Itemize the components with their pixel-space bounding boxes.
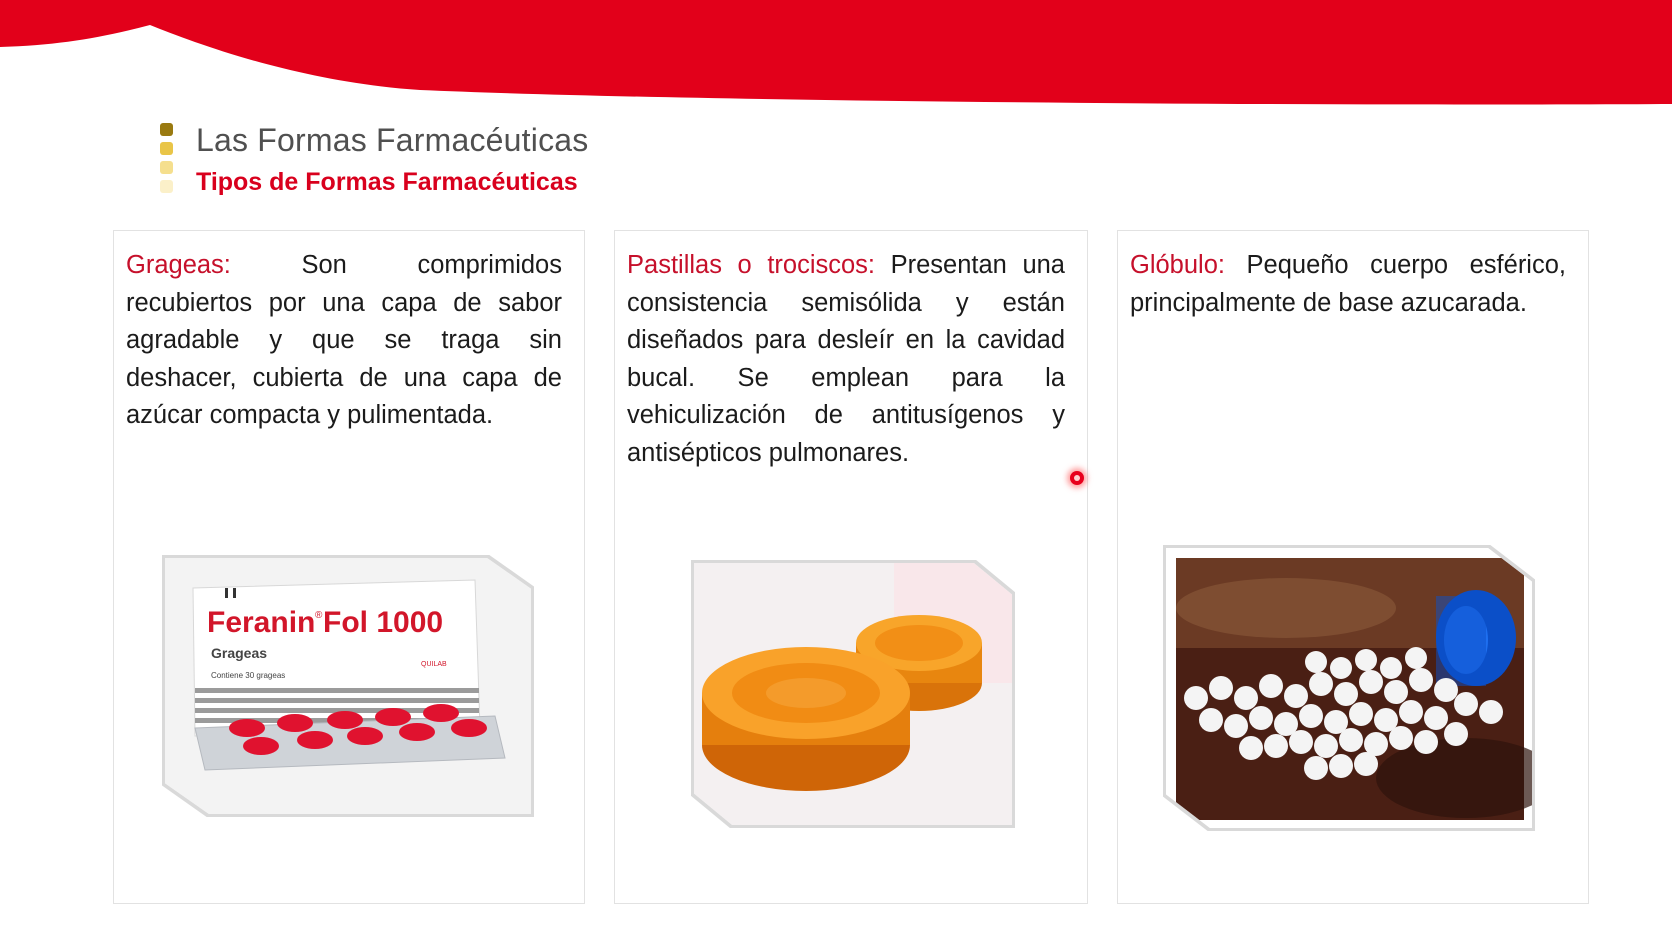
card-pastillas-description: Presentan una consistencia semisólida y están diseñados para desleír en la cavidad bucal. Se emplean para la vehiculización de antitusígenos y antisépticos pulmonares. — [627, 251, 1065, 467]
card-pastillas-term: Pastillas o trociscos: — [627, 251, 876, 279]
card-pastillas — [614, 230, 1088, 904]
card-grageas — [113, 230, 585, 904]
card-globulo-text — [1130, 247, 1566, 322]
header-banner — [0, 0, 1672, 110]
card-globulo-term: Glóbulo: — [1130, 251, 1225, 279]
page-subtitle: Tipos de Formas Farmacéuticas — [196, 168, 578, 196]
box-reg: ® — [315, 610, 323, 621]
pastillas-photo — [691, 560, 1015, 828]
card-grageas-text — [126, 247, 562, 435]
title-bullets — [160, 123, 174, 199]
box-maker: QUILAB — [421, 661, 447, 668]
laser-pointer — [1070, 471, 1084, 485]
globulo-photo — [1163, 545, 1535, 831]
box-product: Fol 1000 — [323, 606, 444, 639]
box-form: Grageas — [211, 645, 268, 661]
card-globulo — [1117, 230, 1589, 904]
grageas-photo — [162, 555, 534, 817]
card-pastillas-text — [627, 247, 1065, 472]
card-grageas-term: Grageas: — [126, 251, 231, 279]
card-grageas-description: Son comprimidos recubiertos por una capa de sabor agradable y que se traga sin deshacer, cubierta de una capa de azúcar compacta y pulimentada. — [126, 251, 562, 429]
box-brand: Feranin — [207, 606, 316, 639]
box-content: Contiene 30 grageas — [211, 671, 286, 680]
page-title: Las Formas Farmacéuticas — [196, 122, 589, 158]
card-globulo-description: Pequeño cuerpo esférico, principalmente de base azucarada. — [1130, 251, 1566, 317]
